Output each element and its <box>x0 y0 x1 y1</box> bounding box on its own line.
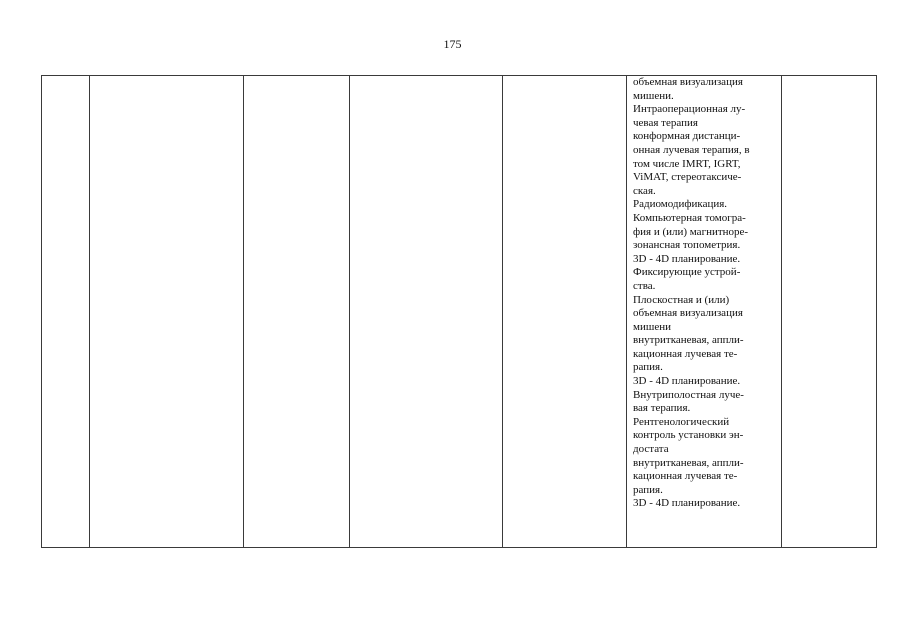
procedure-line: вая терапия. <box>633 402 691 415</box>
procedure-line: Радиомодификация. <box>633 198 728 211</box>
procedure-line: 3D - 4D планирование. <box>633 497 741 510</box>
treatment-methods-cell <box>627 76 782 548</box>
procedure-line: рапия. <box>633 361 663 374</box>
table-cell-empty-7 <box>782 76 877 548</box>
procedure-line: достата <box>633 443 669 456</box>
table-cell-empty-5 <box>503 76 627 548</box>
procedure-line: Компьютерная томогра- <box>633 211 746 224</box>
table-cell-empty-3 <box>244 76 350 548</box>
procedure-line: рапия. <box>633 483 663 496</box>
procedure-line: ViMAT, стереотаксиче- <box>633 171 742 184</box>
procedure-line: кационная лучевая те- <box>633 470 738 483</box>
procedure-line: ская. <box>633 184 656 197</box>
procedure-line: объемная визуализация <box>633 307 743 320</box>
procedure-line: мишени. <box>633 89 674 102</box>
procedure-line: объемная визуализация <box>633 76 743 88</box>
procedure-line: контроль установки эн- <box>633 429 744 442</box>
procedure-line: Рентгенологический <box>633 415 730 428</box>
table-cell-empty-1 <box>42 76 90 548</box>
procedure-line: конформная дистанци- <box>633 130 741 143</box>
table-cell-empty-2 <box>90 76 244 548</box>
procedure-line: Внутриполостная луче- <box>633 388 744 401</box>
procedure-line: 3D - 4D планирование. <box>633 252 741 265</box>
procedure-line: чевая терапия <box>633 116 698 129</box>
table-row <box>42 76 877 548</box>
page-number: 175 <box>443 37 462 51</box>
procedure-line: кационная лучевая те- <box>633 347 738 360</box>
procedure-line: внутритканевая, аппли- <box>633 334 744 347</box>
procedure-line: внутритканевая, аппли- <box>633 456 744 469</box>
procedure-line: зонансная топометрия. <box>633 239 741 252</box>
procedure-line: онная лучевая терапия, в <box>633 143 750 156</box>
procedure-line: 3D - 4D планирование. <box>633 375 741 388</box>
procedure-line: том числе IMRT, IGRT, <box>633 157 741 170</box>
document-table <box>41 75 877 548</box>
procedure-line: мишени <box>633 320 671 333</box>
procedure-line: Фиксирующие устрой- <box>633 266 741 279</box>
table-cell-empty-4 <box>350 76 503 548</box>
procedure-line: Плоскостная и (или) <box>633 293 730 306</box>
procedure-line: ства. <box>633 279 656 292</box>
procedure-line: Интраоперационная лу- <box>633 103 746 116</box>
procedure-line: фия и (или) магнитноре- <box>633 225 749 238</box>
